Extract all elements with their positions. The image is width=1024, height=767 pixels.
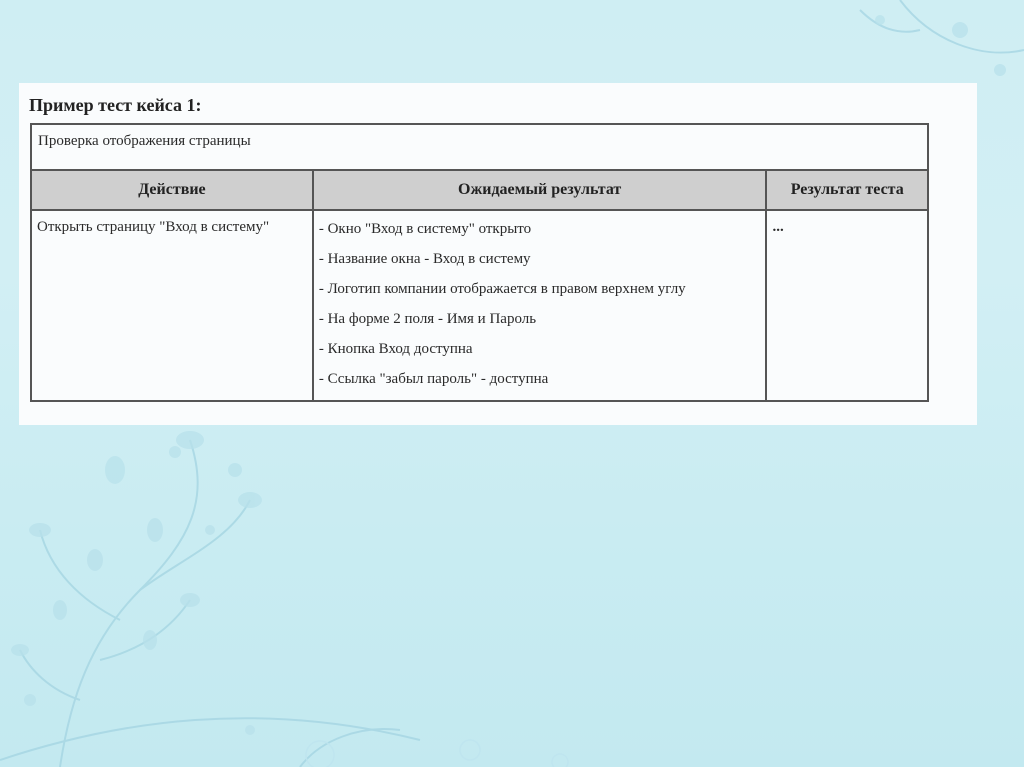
header-row <box>31 170 928 210</box>
slide-heading: Пример тест кейса 1: <box>29 95 202 115</box>
list-item: - Название окна - Вход в систему <box>318 251 531 267</box>
test-case-table <box>30 123 929 402</box>
list-item: - Окно "Вход в систему" открыто <box>318 221 532 237</box>
list-item: - Ссылка "забыл пароль" - доступна <box>318 371 549 387</box>
column-header-test-result: Результат теста <box>766 170 928 210</box>
list-item: - Кнопка Вход доступна <box>318 341 473 357</box>
test-case-description: Проверка отображения страницы <box>31 124 928 170</box>
expected-result-cell <box>313 210 767 401</box>
expected-result-list <box>319 214 761 394</box>
content-panel <box>19 83 977 425</box>
description-row <box>31 124 928 170</box>
list-item: - Логотип компании отображается в правом верхнем углу <box>318 281 686 297</box>
test-result-cell: ... <box>766 210 928 401</box>
column-header-action: Действие <box>31 170 313 210</box>
list-item: - На форме 2 поля - Имя и Пароль <box>318 311 537 327</box>
action-cell: Открыть страницу "Вход в систему" <box>31 210 313 401</box>
column-header-expected-result: Ожидаемый результат <box>313 170 767 210</box>
table-row <box>31 210 928 401</box>
